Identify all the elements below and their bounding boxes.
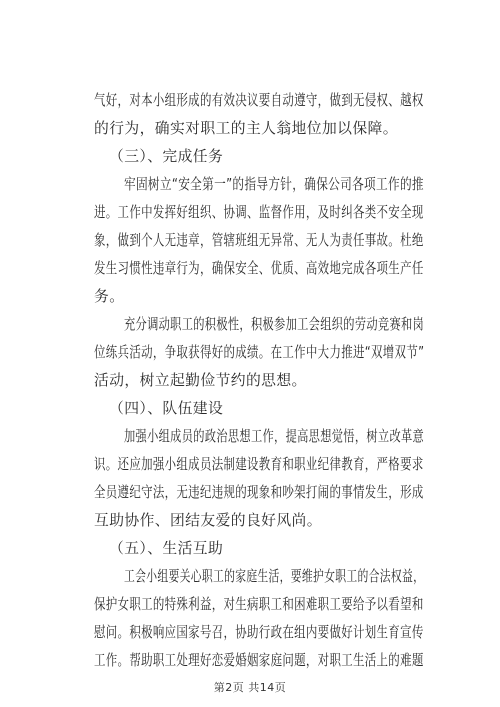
section-heading-3: （三）、完成任务: [109, 148, 224, 165]
body-line-16: 互助协作、团结友爱的良好风尚。: [94, 512, 322, 529]
body-line-6: 象，做到个人无违章，管辖班组无异常、无人为责任事故。杜绝: [94, 232, 424, 249]
body-line-19: 保护女职工的特殊利益，对生病职工和困难职工要给予以看望和: [94, 596, 424, 613]
section-heading-4: （四）、队伍建设: [109, 400, 224, 417]
body-line-21: 工作。帮助职工处理好恋爱婚姻家庭问题，对职工生活上的难题: [94, 652, 424, 669]
body-line-1: 气好，对本小组形成的有效决议要自动遵守，做到无侵权、越权: [94, 92, 424, 109]
body-line-5: 进。工作中发挥好组织、协调、监督作用，及时纠各类不安全现: [94, 204, 424, 221]
body-line-14: 识。还应加强小组成员法制建设教育和职业纪律教育，严格要求: [94, 456, 424, 473]
body-line-11: 活动，树立起勤俭节约的思想。: [94, 372, 307, 389]
body-line-13: 加强小组成员的政治思想工作，提高思想觉悟，树立改革意: [124, 428, 425, 445]
body-line-8: 务。: [94, 288, 125, 305]
body-line-9: 充分调动职工的积极性，积极参加工会组织的劳动竞赛和岗: [124, 316, 425, 333]
body-line-20: 慰问。积极响应国家号召，协助行政在组内要做好计划生育宣传: [94, 624, 424, 641]
body-line-18: 工会小组要关心职工的家庭生活，要维护女职工的合法权益，: [124, 568, 425, 585]
page-number-footer: 第2页 共14页: [213, 681, 287, 694]
section-heading-5: （五）、生活互助: [109, 540, 224, 557]
body-line-10: 位练兵活动，争取获得好的成绩。在工作中大力推进“双增双节”: [94, 344, 425, 361]
body-line-7: 发生习惯性违章行为，确保安全、优质、高效地完成各项生产任: [94, 260, 424, 277]
body-line-2: 的行为，确实对职工的主人翁地位加以保障。: [94, 120, 398, 137]
body-line-4: 牢固树立“安全第一”的指导方针，确保公司各项工作的推: [124, 176, 424, 193]
body-line-15: 全员遵纪守法，无违纪违规的现象和吵架打闹的事情发生，形成: [94, 484, 424, 501]
